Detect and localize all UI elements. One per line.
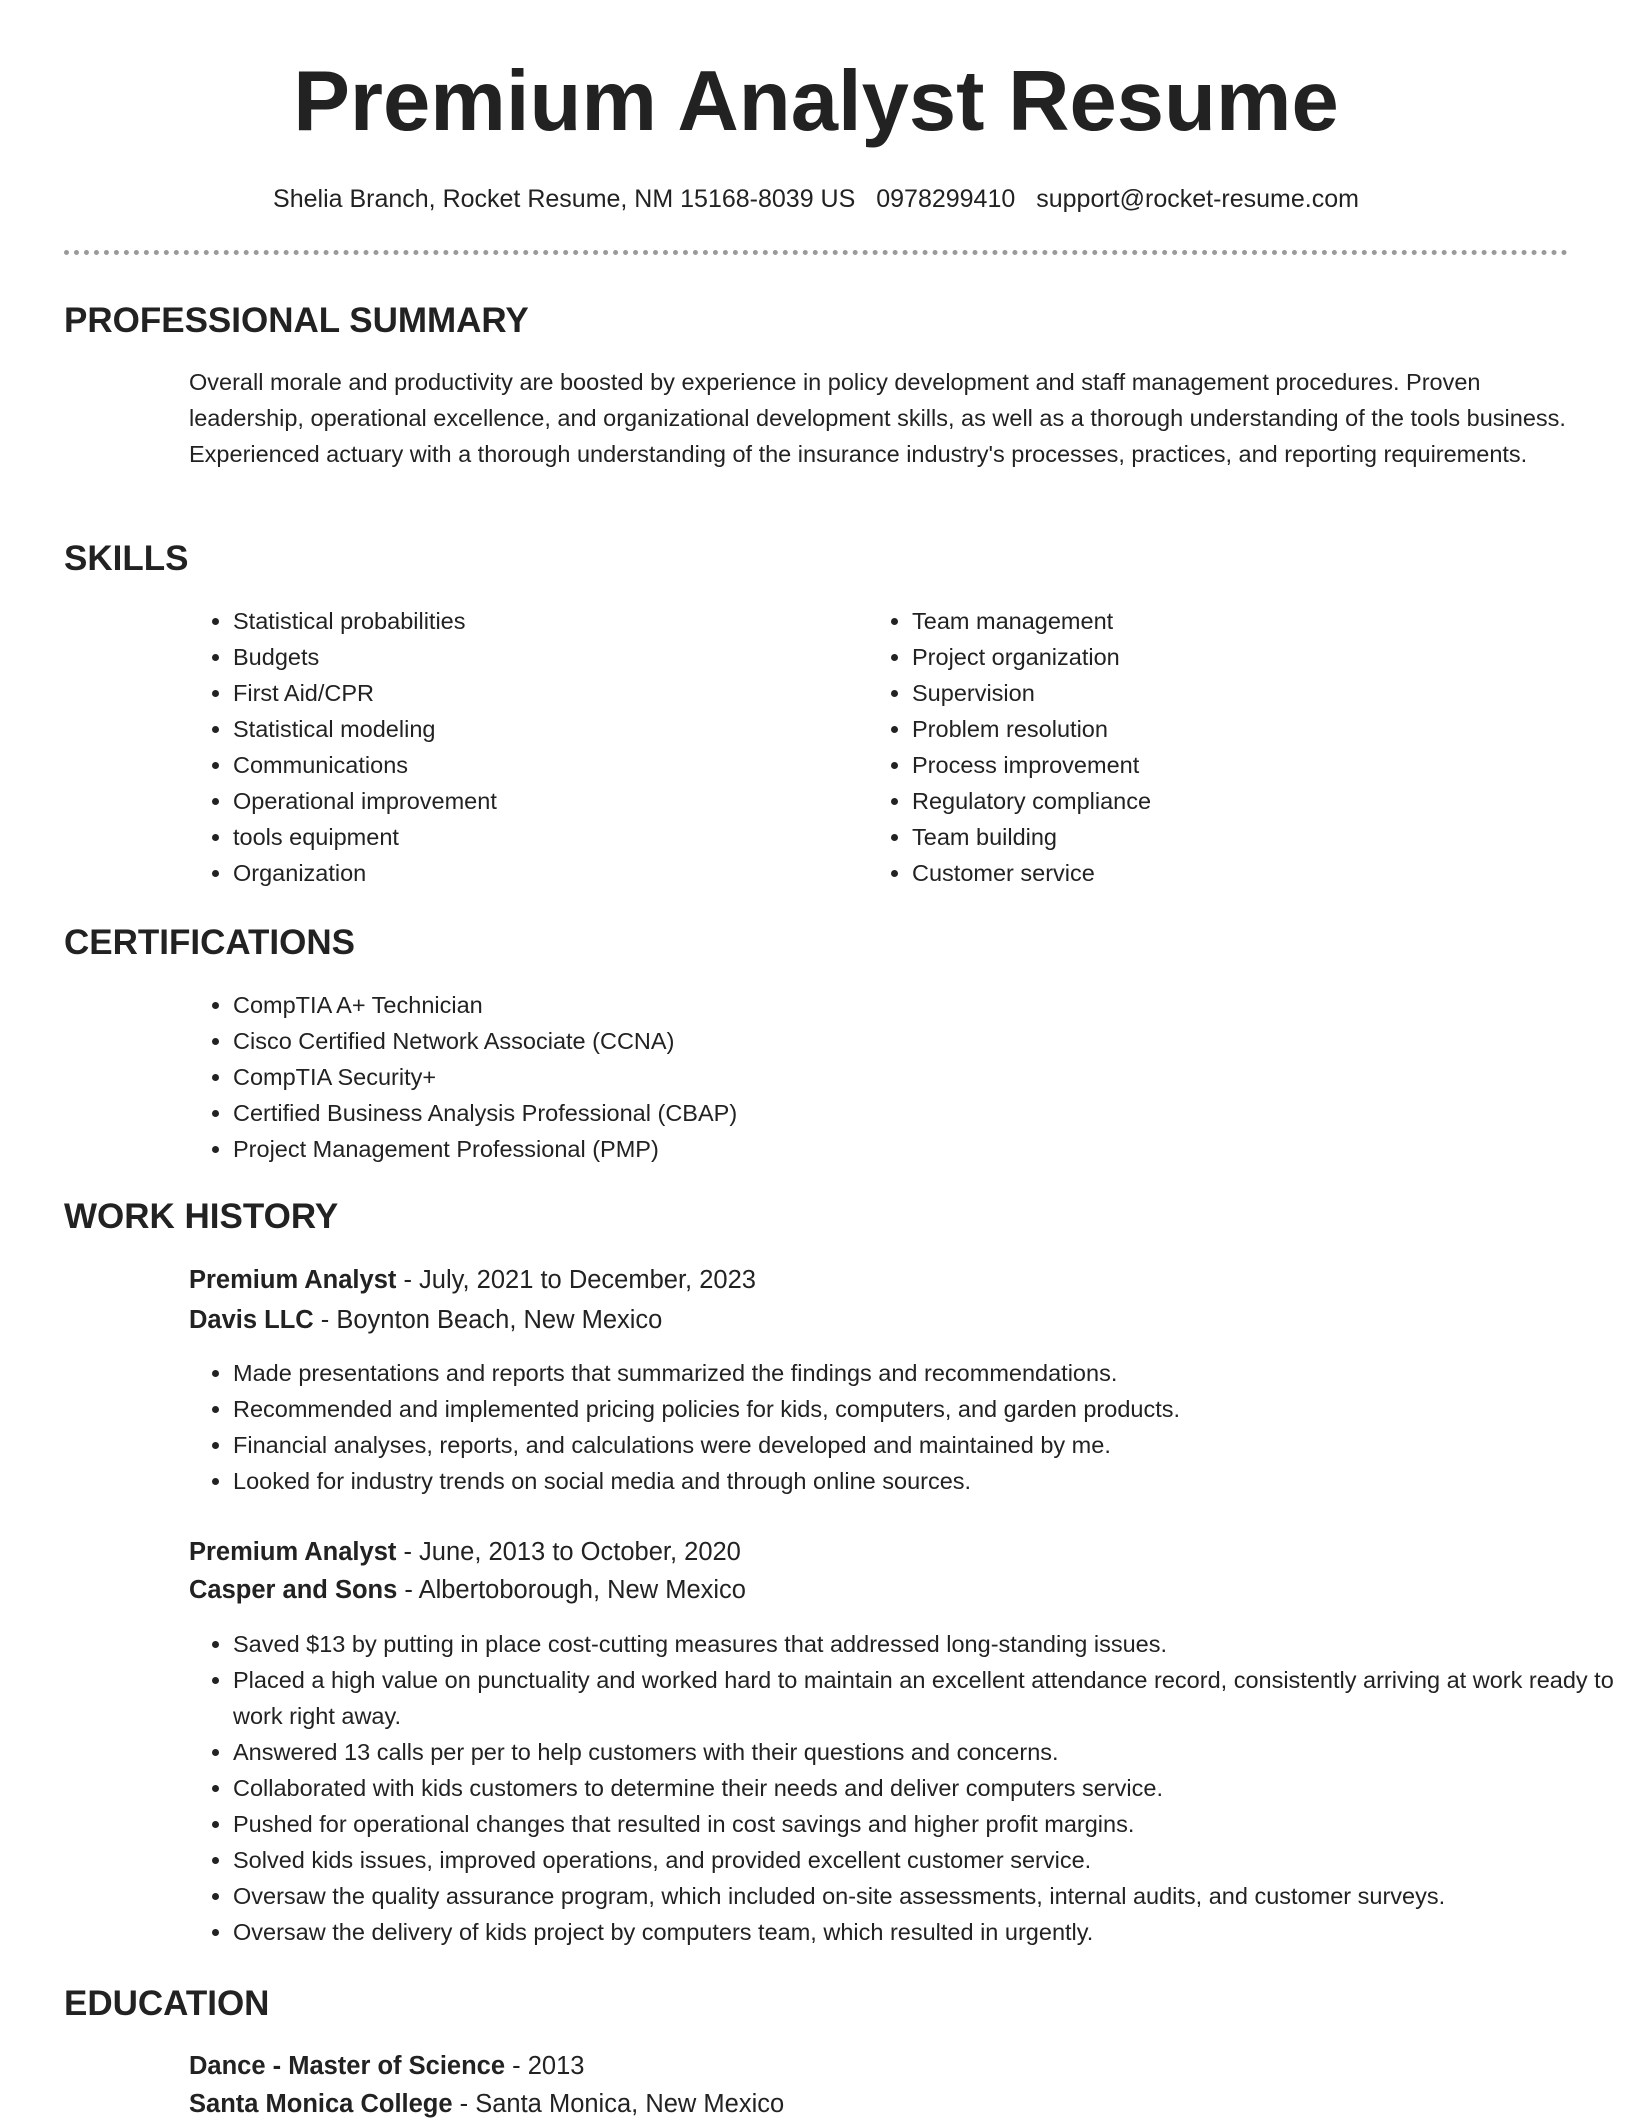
contact-email: support@rocket-resume.com [1036,185,1359,213]
skills-list-right [868,603,1151,891]
job-bullets [189,1355,1623,1499]
job-dates: - July, 2021 to December, 2023 [396,1266,756,1294]
section-title-certifications: CERTIFICATIONS [64,923,356,962]
list-item: • Recommended and implemented pricing policies for kids, computers, and garden products. [233,1391,1623,1427]
education-degree-line [189,2048,584,2084]
list-item: • Statistical probabilities [233,603,497,639]
list-item: • Communications [233,747,497,783]
list-item: • Financial analyses, reports, and calculations were developed and maintained by me. [233,1427,1623,1463]
list-item: • Answered 13 calls per per to help customers with their questions and concerns. [233,1734,1623,1770]
resume-title: Premium Analyst Resume [293,54,1339,149]
section-title-work-history: WORK HISTORY [64,1197,339,1236]
job-company-line [189,1302,662,1338]
list-item: • Oversaw the quality assurance program, which included on-site assessments, internal audits, and customer surveys. [233,1878,1623,1914]
list-item: • Budgets [233,639,497,675]
list-item: • Collaborated with kids customers to determine their needs and deliver computers service. [233,1770,1623,1806]
education-school: Santa Monica College [189,2090,453,2118]
list-item: • Made presentations and reports that summarized the findings and recommendations. [233,1355,1623,1391]
summary-text: Overall morale and productivity are boosted by experience in policy development and staff management procedures. Proven leadership, operational excellence, and organizational development skills, as well as a thorough understanding of the tools business. Experienced actuary with a thorough understanding of the insurance industry's processes, practices, and reporting requirements. [189,369,1566,467]
job-title: Premium Analyst [189,1266,397,1294]
section-title-summary: PROFESSIONAL SUMMARY [64,301,529,340]
contact-phone: 0978299410 [876,185,1016,213]
list-item: • Project Management Professional (PMP) [233,1131,737,1167]
contact-line [0,182,1632,216]
list-item: • Pushed for operational changes that resulted in cost savings and higher profit margins. [233,1806,1623,1842]
job-location: - Boynton Beach, New Mexico [313,1306,663,1334]
job-company-line [189,1572,746,1608]
education-year: - 2013 [505,2052,585,2080]
list-item: • Certified Business Analysis Professional (CBAP) [233,1095,737,1131]
list-item: • Process improvement [912,747,1151,783]
contact-address: Shelia Branch, Rocket Resume, NM 15168-8039 US [273,185,856,213]
list-item: • Team management [912,603,1151,639]
list-item: • Operational improvement [233,783,497,819]
list-item: • Regulatory compliance [912,783,1151,819]
list-item: • Statistical modeling [233,711,497,747]
list-item: • Looked for industry trends on social media and through online sources. [233,1463,1623,1499]
job-title-line [189,1262,756,1298]
section-title-education: EDUCATION [64,1984,270,2023]
list-item: • CompTIA Security+ [233,1059,737,1095]
job-title: Premium Analyst [189,1538,397,1566]
education-degree: Dance - Master of Science [189,2052,506,2080]
skills-list-left [189,603,497,891]
list-item: • CompTIA A+ Technician [233,987,737,1023]
education-location: - Santa Monica, New Mexico [452,2090,785,2118]
job-location: - Albertoborough, New Mexico [397,1576,746,1604]
job-dates: - June, 2013 to October, 2020 [396,1538,741,1566]
certifications-list [189,987,737,1167]
list-item: • tools equipment [233,819,497,855]
list-item: • Cisco Certified Network Associate (CCNA) [233,1023,737,1059]
list-item: • Customer service [912,855,1151,891]
job-company: Davis LLC [189,1306,314,1334]
list-item: • Saved $13 by putting in place cost-cutting measures that addressed long-standing issues. [233,1626,1623,1662]
job-title-line [189,1534,741,1570]
list-item: • Placed a high value on punctuality and worked hard to maintain an excellent attendance record, consistently arriving at work ready to work right away. [233,1662,1623,1734]
job-bullets [189,1626,1623,1950]
list-item: • Supervision [912,675,1151,711]
list-item: • Organization [233,855,497,891]
list-item: • Solved kids issues, improved operations, and provided excellent customer service. [233,1842,1623,1878]
list-item: • Project organization [912,639,1151,675]
list-item: • Oversaw the delivery of kids project by computers team, which resulted in urgently. [233,1914,1623,1950]
list-item: • First Aid/CPR [233,675,497,711]
section-title-skills: SKILLS [64,539,189,578]
education-school-line [189,2086,784,2122]
list-item: • Team building [912,819,1151,855]
job-company: Casper and Sons [189,1576,398,1604]
list-item: • Problem resolution [912,711,1151,747]
header-divider [64,250,1568,255]
